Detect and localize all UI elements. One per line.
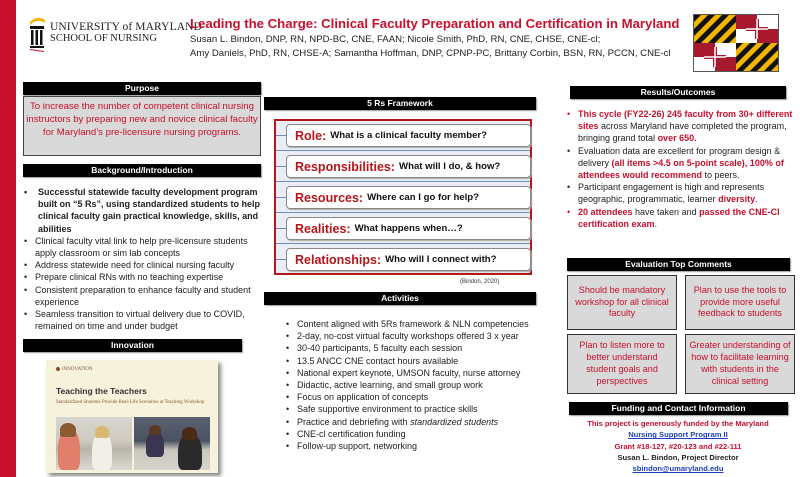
activity-item: • 2-day, no-cost virtual faculty workshops offered 3 x year [284, 330, 544, 342]
background-item: • Consistent preparation to enhance faculty and student experience [22, 284, 262, 308]
framework-key: Relationships: [295, 252, 382, 267]
results-list [565, 108, 797, 230]
results-heading: Results/Outcomes [570, 86, 786, 99]
background-item: • Prepare clinical RNs with no teaching expertise [22, 271, 262, 283]
framework-row-role [276, 121, 530, 151]
framework-row-relationships [276, 245, 530, 275]
background-heading: Background/Introduction [23, 164, 261, 177]
activities-list [284, 318, 544, 452]
maryland-flag-icon [693, 14, 779, 72]
framework-question: Who will I connect with? [385, 254, 497, 265]
framework-row-realities [276, 214, 530, 244]
framework-question: What happens when…? [354, 223, 463, 234]
activity-item: • Focus on application of concepts [284, 391, 544, 403]
poster-title: Leading the Charge: Clinical Faculty Preparation and Certification in Maryland [190, 16, 680, 31]
result-item: • Participant engagement is high and represents geographic, programmatic, learner diversity. [565, 181, 797, 205]
result-item: • This cycle (FY22-26) 245 faculty from 30+ different sites across Maryland have completed the program, bringing grand total over 650. [565, 108, 797, 145]
background-item: • Clinical faculty vital link to help pre-licensure students apply classroom or sim lab concepts [22, 235, 262, 259]
umson-logo [28, 14, 202, 52]
activity-item: • Safe supportive environment to practice skills [284, 403, 544, 415]
background-list [22, 186, 262, 332]
workshop-photo-2 [134, 417, 210, 470]
activity-item: • 30-40 participants, 5 faculty each session [284, 342, 544, 354]
activity-item: • Practice and debriefing with standardized students [284, 416, 544, 428]
nursing-support-program-link[interactable]: Nursing Support Program II [628, 430, 728, 440]
activity-item: • Didactic, active learning, and small group work [284, 379, 544, 391]
framework-citation: (Bindon, 2020) [460, 279, 500, 285]
innovation-article-image [46, 360, 218, 473]
authors-line-1: Susan L. Bindon, DNP, RN, NPD-BC, CNE, FAAN; Nicole Smith, PhD, RN, CNE, CHSE, CNE-cl; [190, 34, 601, 45]
comment-card: Greater understanding of how to facilitate learning with students in the clinical setting [685, 334, 795, 394]
grant-numbers: Grant #18-127, #20-123 and #22-111 [614, 441, 742, 451]
background-item: • Successful statewide faculty development program built on “5 Rs”, using standardized students to help clinical faculty gain practical knowledge, skills, and abilities [22, 186, 262, 235]
result-item: • Evaluation data are excellent for program design & delivery (all items >4.5 on 5-point scale), 100% of attendees would recommend to peers. [565, 145, 797, 182]
framework-key: Responsibilities: [295, 159, 396, 174]
logo-line-2: SCHOOL OF NURSING [50, 33, 157, 44]
authors-line-2: Amy Daniels, PhD, RN, CHSE-A; Samantha Hoffman, DNP, CPNP-PC, Brittany Corbin, BSN, RN, PCCN, CNE-cl [190, 48, 671, 59]
logo-line-1: UNIVERSITY of MARYLAND [50, 21, 202, 33]
framework-key: Resources: [295, 190, 364, 205]
framework-question: What will I do, & how? [399, 161, 501, 172]
framework-diagram [274, 119, 532, 275]
comment-card: Plan to listen more to better understand student goals and perspectives [567, 334, 677, 394]
activity-item: • National expert keynote, UMSON faculty, nurse attorney [284, 367, 544, 379]
comments-heading: Evaluation Top Comments [567, 258, 790, 271]
activity-item: • Follow-up support, networking [284, 440, 544, 452]
framework-row-resources [276, 183, 530, 213]
italic-emphasis: standardized students [410, 416, 499, 427]
dome-icon [28, 14, 46, 52]
activity-item: • CNE-cl certification funding [284, 428, 544, 440]
framework-key: Realities: [295, 221, 351, 236]
title-block [190, 16, 680, 61]
funding-heading: Funding and Contact Information [569, 402, 788, 415]
background-item: • Seamless transition to virtual delivery due to COVID, remained on time and under budget [22, 308, 262, 332]
background-item: • Address statewide need for clinical nursing faculty [22, 259, 262, 271]
activity-item: • Content aligned with 5Rs framework & NLN competencies [284, 318, 544, 330]
contact-email-link[interactable]: sbindon@umaryland.edu [632, 464, 724, 474]
article-subtitle: Standardized Students Provide Real-Life Scenarios at Teaching Workshop [56, 400, 205, 405]
project-director: Susan L. Bindon, Project Director [617, 452, 739, 462]
article-title: Teaching the Teachers [56, 386, 147, 396]
comment-card: Plan to use the tools to provide more useful feedback to students [685, 275, 795, 330]
innovation-heading: Innovation [23, 339, 242, 352]
comment-card: Should be mandatory workshop for all clinical faculty [567, 275, 677, 330]
funding-info [566, 418, 790, 474]
framework-key: Role: [295, 128, 327, 143]
innovation-tag-icon [56, 367, 60, 371]
framework-question: What is a clinical faculty member? [330, 130, 487, 141]
innovation-tag: INNOVATION [62, 367, 93, 373]
purpose-heading: Purpose [23, 82, 261, 95]
funding-text: This project is generously funded by the Maryland [587, 419, 769, 428]
framework-heading: 5 Rs Framework [264, 97, 536, 110]
activities-heading: Activities [264, 292, 536, 305]
purpose-text: To increase the number of competent clinical nursing instructors by preparing new and novice clinical faculty for Maryland’s pre-licensure nursing programs. [23, 96, 261, 156]
framework-row-responsibilities [276, 152, 530, 182]
result-item: • 20 attendees have taken and passed the CNE-Cl certification exam. [565, 206, 797, 230]
framework-question: Where can I go for help? [367, 192, 480, 203]
workshop-photo-1 [56, 417, 132, 470]
activity-item: • 13.5 ANCC CNE contact hours available [284, 355, 544, 367]
left-accent-stripe [0, 0, 16, 477]
